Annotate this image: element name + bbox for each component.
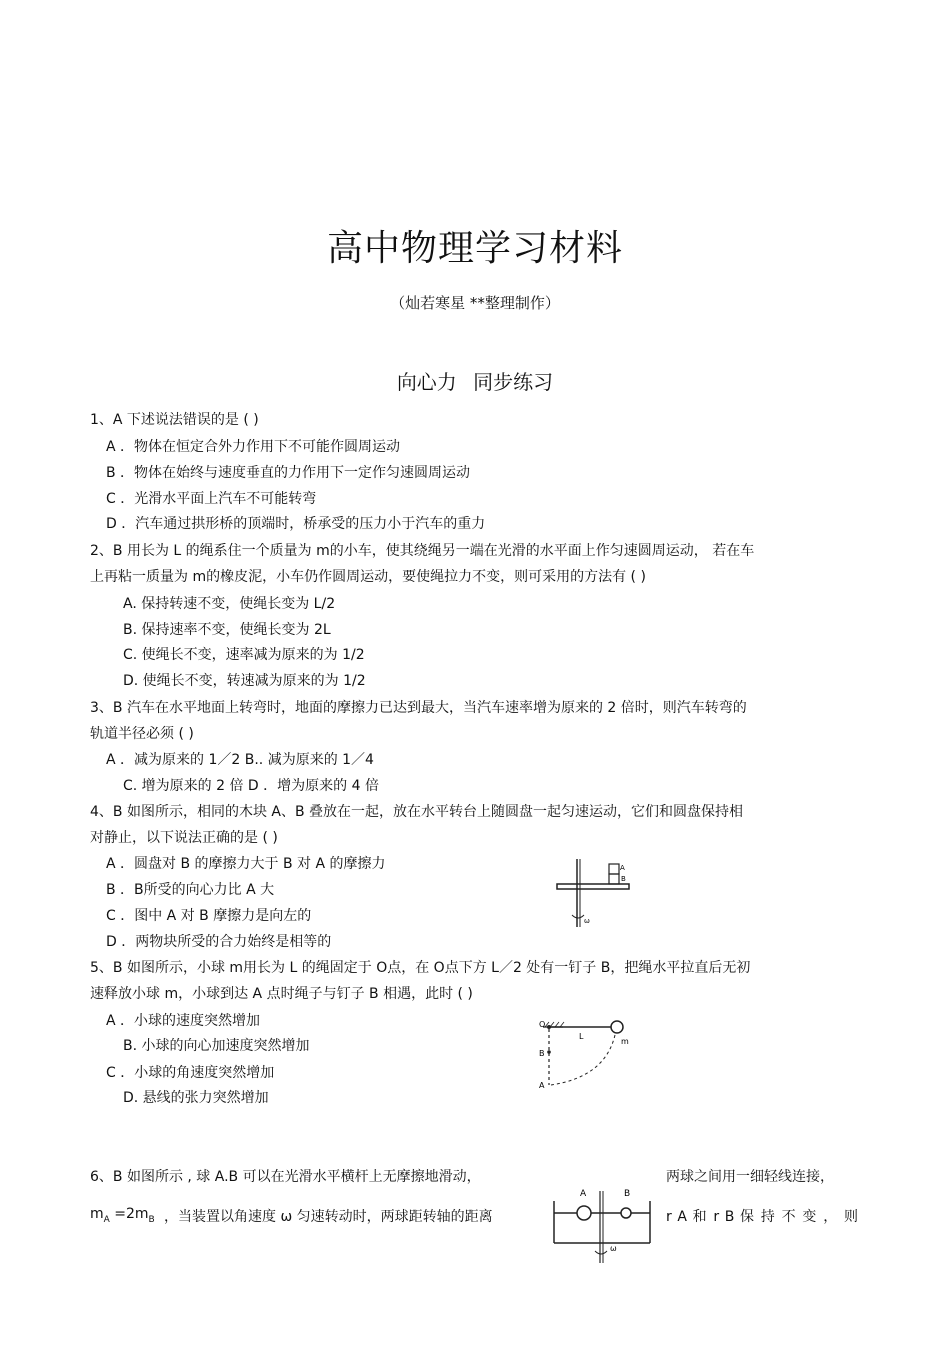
question-6-stem-line1: 6、B 如图所示 , 球 A.B 可以在光滑水平横杆上无摩擦地滑动， [90, 1169, 481, 1185]
question-3-option-ab: A ．减为原来的 1／2 B.. 减为原来的 1／4 [106, 752, 374, 768]
question-6-mass-relation [90, 1206, 155, 1225]
section-title: 向心力 同步练习 [396, 370, 554, 394]
question-5-figure [535, 1015, 635, 1095]
question-6-figure [550, 1185, 655, 1265]
ball-m [611, 1021, 623, 1033]
question-3-stem-line2: 轨道半径必须 ( ) [90, 726, 194, 742]
question-4-stem-line2: 对静止，以下说法正确的是 ( ) [90, 830, 278, 846]
fig4-label-a: A [620, 864, 625, 872]
question-5-stem-line2: 速释放小球 m，小球到达 A 点时绳子与钉子 B 相遇，此时 ( ) [90, 986, 473, 1002]
block-b [609, 874, 619, 884]
question-4-option-b: B ．B所受的向心力比 A 大 [106, 882, 275, 898]
mass-symbol-a: m [90, 1206, 104, 1222]
fig4-label-b: B [621, 875, 626, 883]
question-3-option-cd: C. 增为原来的 2 倍 D ．增为原来的 4 倍 [123, 778, 379, 794]
question-2-stem-line2: 上再粘一质量为 m的橡皮泥，小车仍作圆周运动，要使绳拉力不变，则可采用的方法有 ( ) [90, 569, 646, 585]
question-2-option-d: D. 使绳长不变，转速减为原来的为 1/2 [123, 673, 366, 689]
question-3-stem-line1: 3、B 汽车在水平地面上转弯时，地面的摩擦力已达到最大，当汽车速率增为原来的 2 倍时，则汽车转弯的 [90, 700, 747, 716]
document-title: 高中物理学习材料 [326, 228, 623, 269]
question-4-figure [555, 855, 635, 935]
question-2-option-b: B. 保持速率不变，使绳长变为 2L [123, 622, 331, 638]
document-subtitle: （灿若寒星 **整理制作） [390, 294, 560, 312]
mass-equals: =2m [109, 1206, 149, 1222]
block-a [609, 864, 619, 874]
question-2-option-a: A. 保持转速不变，使绳长变为 L/2 [123, 596, 336, 612]
fig6-label-a: A [580, 1189, 587, 1199]
question-1-option-a: A ．物体在恒定合外力作用下不可能作圆周运动 [106, 439, 401, 455]
fig5-label-m: m [621, 1037, 629, 1046]
ball-b [621, 1208, 631, 1218]
question-6-stem-line2-right: r A 和 r B 保 持 不 变 ， 则 [666, 1209, 858, 1225]
question-4-option-a: A ．圆盘对 B 的摩擦力大于 B 对 A 的摩擦力 [106, 856, 386, 872]
question-5-option-d: D. 悬线的张力突然增加 [123, 1090, 269, 1106]
swing-arc [551, 1035, 615, 1085]
rotation-arrow-icon [572, 915, 584, 918]
fig6-label-b: B [624, 1189, 631, 1199]
turntable-disc [557, 884, 629, 889]
question-6-stem-line2: ，当装置以角速度 ω 匀速转动时，两球距转轴的距离 [164, 1209, 493, 1225]
fig4-label-omega: ω [584, 917, 590, 925]
question-5-option-a: A ．小球的速度突然增加 [106, 1013, 261, 1029]
nail-b [547, 1050, 551, 1054]
question-4-option-d: D ．两物块所受的合力始终是相等的 [106, 934, 332, 950]
question-2-option-c: C. 使绳长不变，速率减为原来的为 1/2 [123, 647, 365, 663]
fig5-label-l: L [579, 1032, 584, 1041]
mass-subscript-a: A [103, 1214, 110, 1225]
fig6-label-omega: ω [610, 1244, 617, 1253]
fig5-label-a: A [539, 1081, 545, 1090]
question-4-stem-line1: 4、B 如图所示，相同的木块 A、B 叠放在一起，放在水平转台上随圆盘一起匀速运动，它们和圆盘保持相 [90, 804, 744, 820]
question-5-option-c: C ．小球的角速度突然增加 [106, 1065, 275, 1081]
question-1-stem: 1、A 下述说法错误的是 ( ) [90, 412, 259, 428]
question-5-option-b: B. 小球的向心加速度突然增加 [123, 1038, 310, 1054]
fig5-label-o: O [539, 1020, 546, 1029]
question-1-option-d: D ．汽车通过拱形桥的顶端时，桥承受的压力小于汽车的重力 [106, 516, 486, 532]
question-1-option-b: B ．物体在始终与速度垂直的力作用下一定作匀速圆周运动 [106, 465, 471, 481]
question-6-stem-line1-right: 两球之间用一细轻线连接， [666, 1169, 834, 1185]
ball-a [577, 1206, 591, 1220]
question-5-stem-line1: 5、B 如图所示，小球 m用长为 L 的绳固定于 O点，在 O点下方 L／2 处有一钉子 B，把绳水平拉直后无初 [90, 960, 751, 976]
question-4-option-c: C ．图中 A 对 B 摩擦力是向左的 [106, 908, 312, 924]
rotation-arrow-icon [595, 1251, 607, 1254]
mass-subscript-b: B [148, 1214, 155, 1225]
question-2-stem-line1: 2、B 用长为 L 的绳系住一个质量为 m的小车，使其绕绳另一端在光滑的水平面上作匀速圆周运动， 若在车 [90, 543, 755, 559]
fig5-label-b: B [539, 1049, 545, 1058]
question-1-option-c: C ．光滑水平面上汽车不可能转弯 [106, 491, 317, 507]
